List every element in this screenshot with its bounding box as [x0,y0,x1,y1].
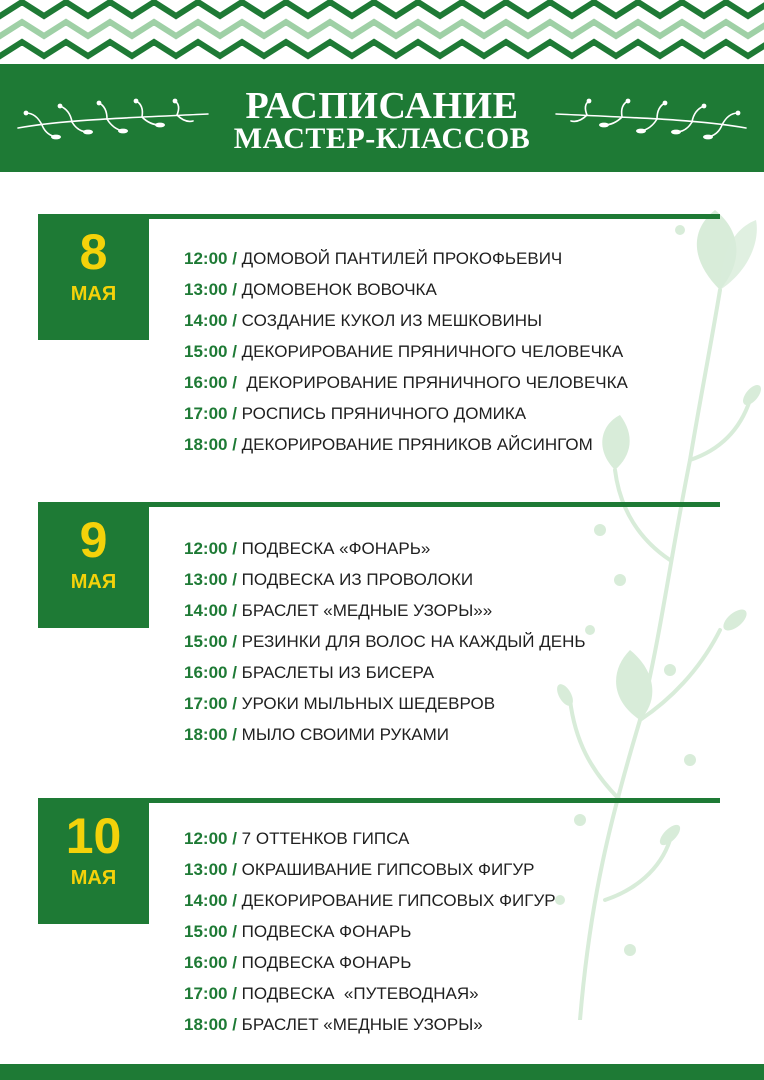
date-day-number: 8 [79,224,108,280]
event-time: 16:00 / [184,953,237,972]
event-item [184,595,720,626]
event-item [184,367,720,398]
event-title: ПОДВЕСКА «ПУТЕВОДНАЯ» [241,984,479,1003]
event-item [184,336,720,367]
event-title: БРАСЛЕТ «МЕДНЫЕ УЗОРЫ» [241,1015,483,1034]
date-month: МАЯ [70,283,117,305]
event-item [184,429,720,460]
event-title: ДЕКОРИРОВАНИЕ ПРЯНИЧНОГО ЧЕЛОВЕЧКА [241,342,624,361]
event-time: 15:00 / [184,632,237,651]
event-item [184,305,720,336]
event-time: 18:00 / [184,435,237,454]
event-item [184,398,720,429]
event-list [184,533,720,750]
event-title: ДОМОВОЙ ПАНТИЛЕЙ ПРОКОФЬЕВИЧ [241,249,563,268]
chevron-pattern [0,0,764,64]
event-time: 13:00 / [184,280,237,299]
date-month: МАЯ [70,571,117,593]
event-title: РОСПИСЬ ПРЯНИЧНОГО ДОМИКА [241,404,527,423]
event-title: СОЗДАНИЕ КУКОЛ ИЗ МЕШКОВИНЫ [241,311,543,330]
event-time: 12:00 / [184,539,237,558]
event-item [184,719,720,750]
event-time: 13:00 / [184,860,237,879]
event-title: ПОДВЕСКА ФОНАРЬ [241,922,412,941]
event-item [184,854,720,885]
event-item [184,274,720,305]
event-title: ПОДВЕСКА ИЗ ПРОВОЛОКИ [241,570,474,589]
date-month: МАЯ [70,867,117,889]
event-time: 18:00 / [184,725,237,744]
event-title: МЫЛО СВОИМИ РУКАМИ [241,725,449,744]
event-time: 12:00 / [184,249,237,268]
event-time: 12:00 / [184,829,237,848]
event-time: 16:00 / [184,373,237,392]
event-list [184,243,720,460]
event-title: 7 ОТТЕНКОВ ГИПСА [241,829,410,848]
event-time: 17:00 / [184,984,237,1003]
event-item [184,978,720,1009]
event-title: БРАСЛЕТ «МЕДНЫЕ УЗОРЫ»» [241,601,493,620]
event-item [184,243,720,274]
date-badge [38,214,149,340]
date-day-number: 9 [79,512,108,568]
event-time: 13:00 / [184,570,237,589]
event-title: ОКРАШИВАНИЕ ГИПСОВЫХ ФИГУР [241,860,535,879]
event-item [184,657,720,688]
header-band [0,64,764,172]
event-item [184,626,720,657]
event-item [184,688,720,719]
event-item [184,1009,720,1040]
event-title: ДОМОВЕНОК ВОВОЧКА [241,280,437,299]
event-title: ПОДВЕСКА «ФОНАРЬ» [241,539,431,558]
event-title: УРОКИ МЫЛЬНЫХ ШЕДЕВРОВ [241,694,496,713]
event-item [184,823,720,854]
event-title: ДЕКОРИРОВАНИЕ ПРЯНИКОВ АЙСИНГОМ [241,435,593,454]
event-item [184,533,720,564]
leafy-branch-icon [552,98,752,142]
event-title: БРАСЛЕТЫ ИЗ БИСЕРА [241,663,435,682]
date-badge [38,798,149,924]
event-title: ПОДВЕСКА ФОНАРЬ [241,953,412,972]
event-title: ДЕКОРИРОВАНИЕ ГИПСОВЫХ ФИГУР [241,891,556,910]
event-item [184,947,720,978]
event-item [184,885,720,916]
event-time: 16:00 / [184,663,237,682]
event-time: 15:00 / [184,922,237,941]
page-subtitle: МАСТЕР-КЛАССОВ [233,122,531,155]
date-badge [38,502,149,628]
date-day-number: 10 [65,808,122,864]
footer-band [0,1064,764,1080]
event-item [184,916,720,947]
event-title: РЕЗИНКИ ДЛЯ ВОЛОС НА КАЖДЫЙ ДЕНЬ [241,632,586,651]
event-time: 15:00 / [184,342,237,361]
event-time: 14:00 / [184,891,237,910]
event-time: 17:00 / [184,404,237,423]
event-time: 17:00 / [184,694,237,713]
page-title: РАСПИСАНИЕ [245,85,519,127]
event-item [184,564,720,595]
event-time: 18:00 / [184,1015,237,1034]
event-time: 14:00 / [184,601,237,620]
event-title: ДЕКОРИРОВАНИЕ ПРЯНИЧНОГО ЧЕЛОВЕЧКА [241,373,628,392]
event-list [184,823,720,1040]
event-time: 14:00 / [184,311,237,330]
